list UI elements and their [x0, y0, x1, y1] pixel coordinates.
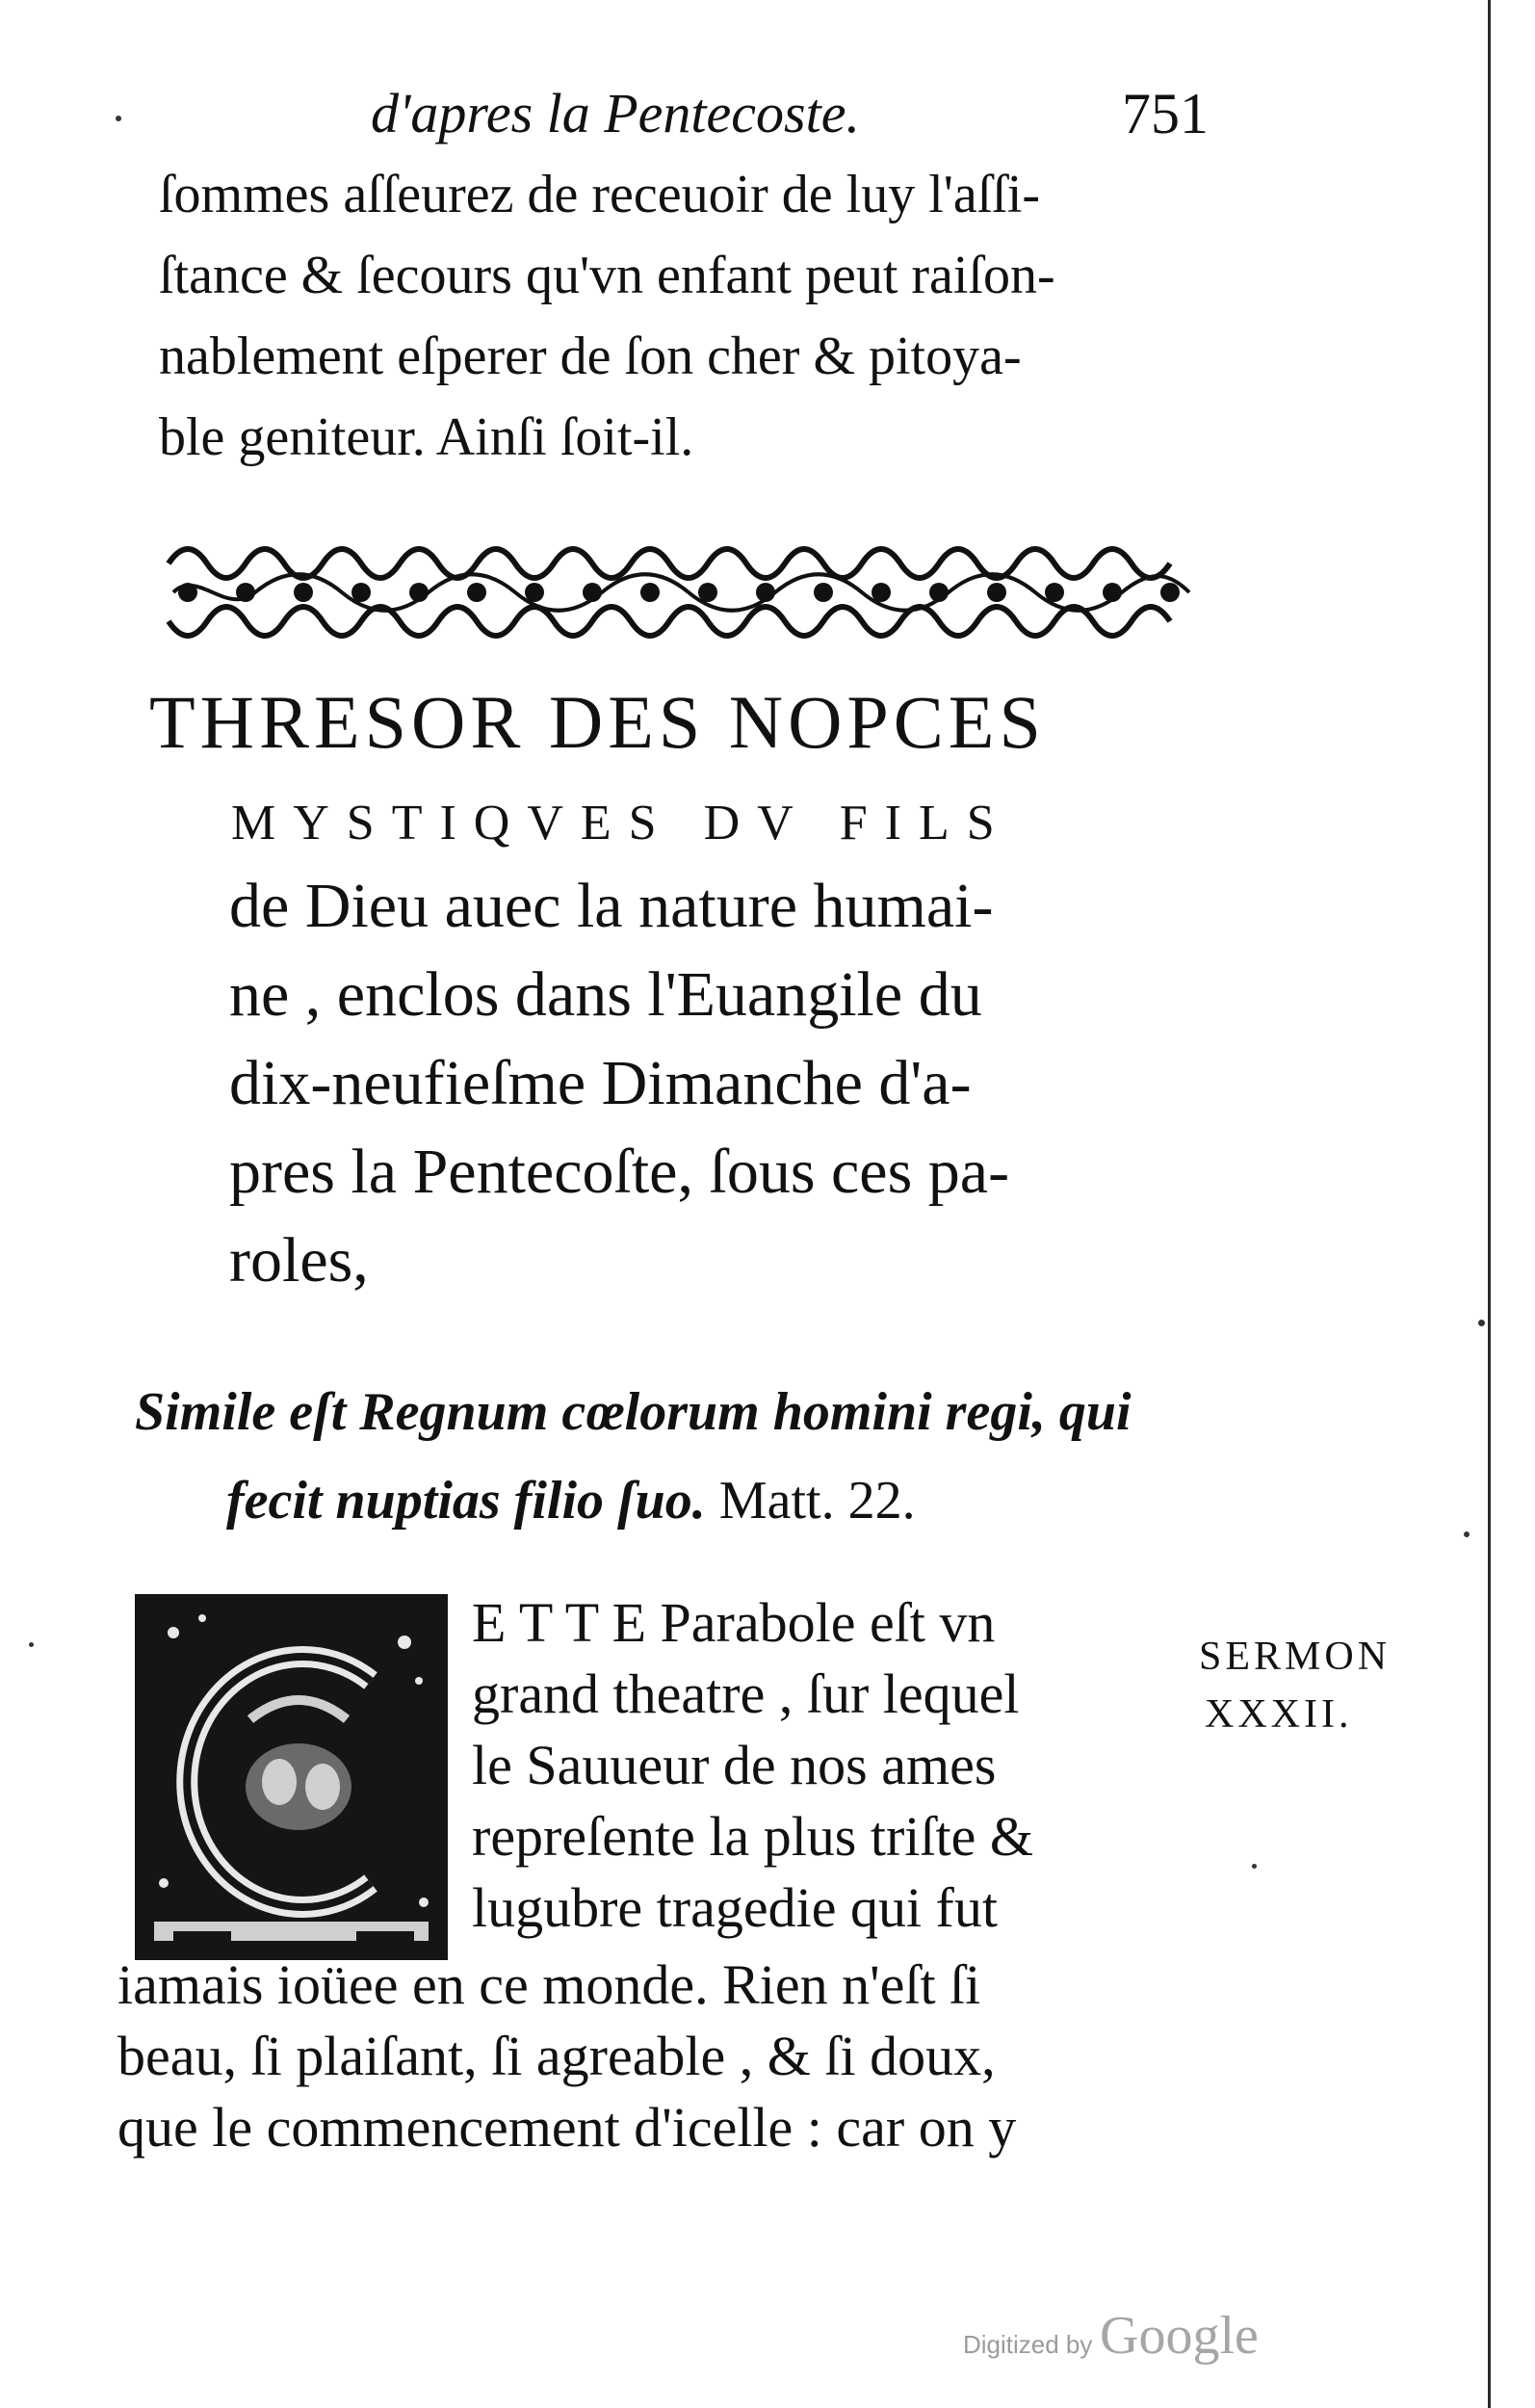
title-line: ne , enclos dans l'Euangile du [229, 959, 982, 1030]
running-head [371, 75, 1209, 152]
marginal-sermon-label [1199, 1628, 1430, 1743]
ink-speck [1252, 1864, 1257, 1869]
text-line: beau, ſi plaiſant, ſi agreable , & ſi doux, [117, 2025, 996, 2087]
ink-speck [116, 116, 121, 121]
title-line: pres la Pentecoſte, ſous ces pa- [229, 1137, 1010, 1207]
text-line: E T T E Parabole eſt vn [472, 1591, 996, 1654]
sermon-subtitle: MYSTIQVES DV FILS [231, 796, 1012, 851]
page-number: 751 [1122, 82, 1209, 145]
title-line: roles, [229, 1225, 369, 1296]
sermon-number: XXXII. [1205, 1692, 1353, 1737]
epigraph-reference: Matt. 22. [718, 1471, 916, 1531]
digitization-watermark [963, 2307, 1290, 2365]
text-line: nablement eſperer de ſon cher & pitoya- [159, 327, 1022, 386]
running-title: d'apres la Pentecoste. [371, 82, 860, 144]
closing-paragraph [159, 154, 1199, 478]
epigraph-line [135, 1456, 1213, 1545]
title-continuation [229, 862, 1211, 1305]
epigraph-line: Simile eſt Regnum cœlorum homini regi, qui [135, 1382, 1132, 1442]
page-edge-rule [1488, 0, 1491, 2408]
watermark-prefix: Digitized by [963, 2330, 1093, 2359]
ornament-icon [159, 525, 1199, 660]
text-line: que le commencement d'icelle : car on y [117, 2096, 1017, 2159]
epigraph [135, 1368, 1213, 1545]
title-line: de Dieu auec la nature humai- [229, 871, 994, 941]
sermon-title: THRESOR DES NOPCES [149, 680, 1046, 764]
ink-speck [29, 1642, 34, 1647]
initial-artwork [135, 1594, 448, 1960]
text-line: ſommes aſſeurez de receuoir de luy l'aſſi- [159, 165, 1041, 224]
text-line: grand theatre , ſur lequel [472, 1662, 1020, 1725]
text-line: ble geniteur. Ainſi ſoit-il. [159, 407, 694, 467]
sermon-opening [472, 1587, 1223, 1944]
text-line: lugubre tragedie qui fut [472, 1876, 998, 1939]
decorated-initial-c-icon [135, 1594, 448, 1960]
printers-ornament-band [159, 525, 1199, 660]
epigraph-latin: fecit nuptias filio ſuo. [226, 1471, 706, 1531]
sermon-label: SERMON [1199, 1635, 1392, 1679]
google-logo-icon: Google [1100, 2306, 1259, 2366]
text-line: repreſente la plus triſte & [472, 1805, 1034, 1868]
title-line: dix-neufieſme Dimanche d'a- [229, 1048, 972, 1118]
text-line: le Sauueur de nos ames [472, 1734, 997, 1796]
text-line: ſtance & ſecours qu'vn enfant peut raiſon- [159, 246, 1055, 305]
text-line: iamais ioüee en ce monde. Rien n'eſt ſi [117, 1953, 981, 2016]
ink-speck [1478, 1320, 1485, 1326]
sermon-continuation [117, 1950, 1225, 2163]
ink-speck [1464, 1531, 1470, 1537]
